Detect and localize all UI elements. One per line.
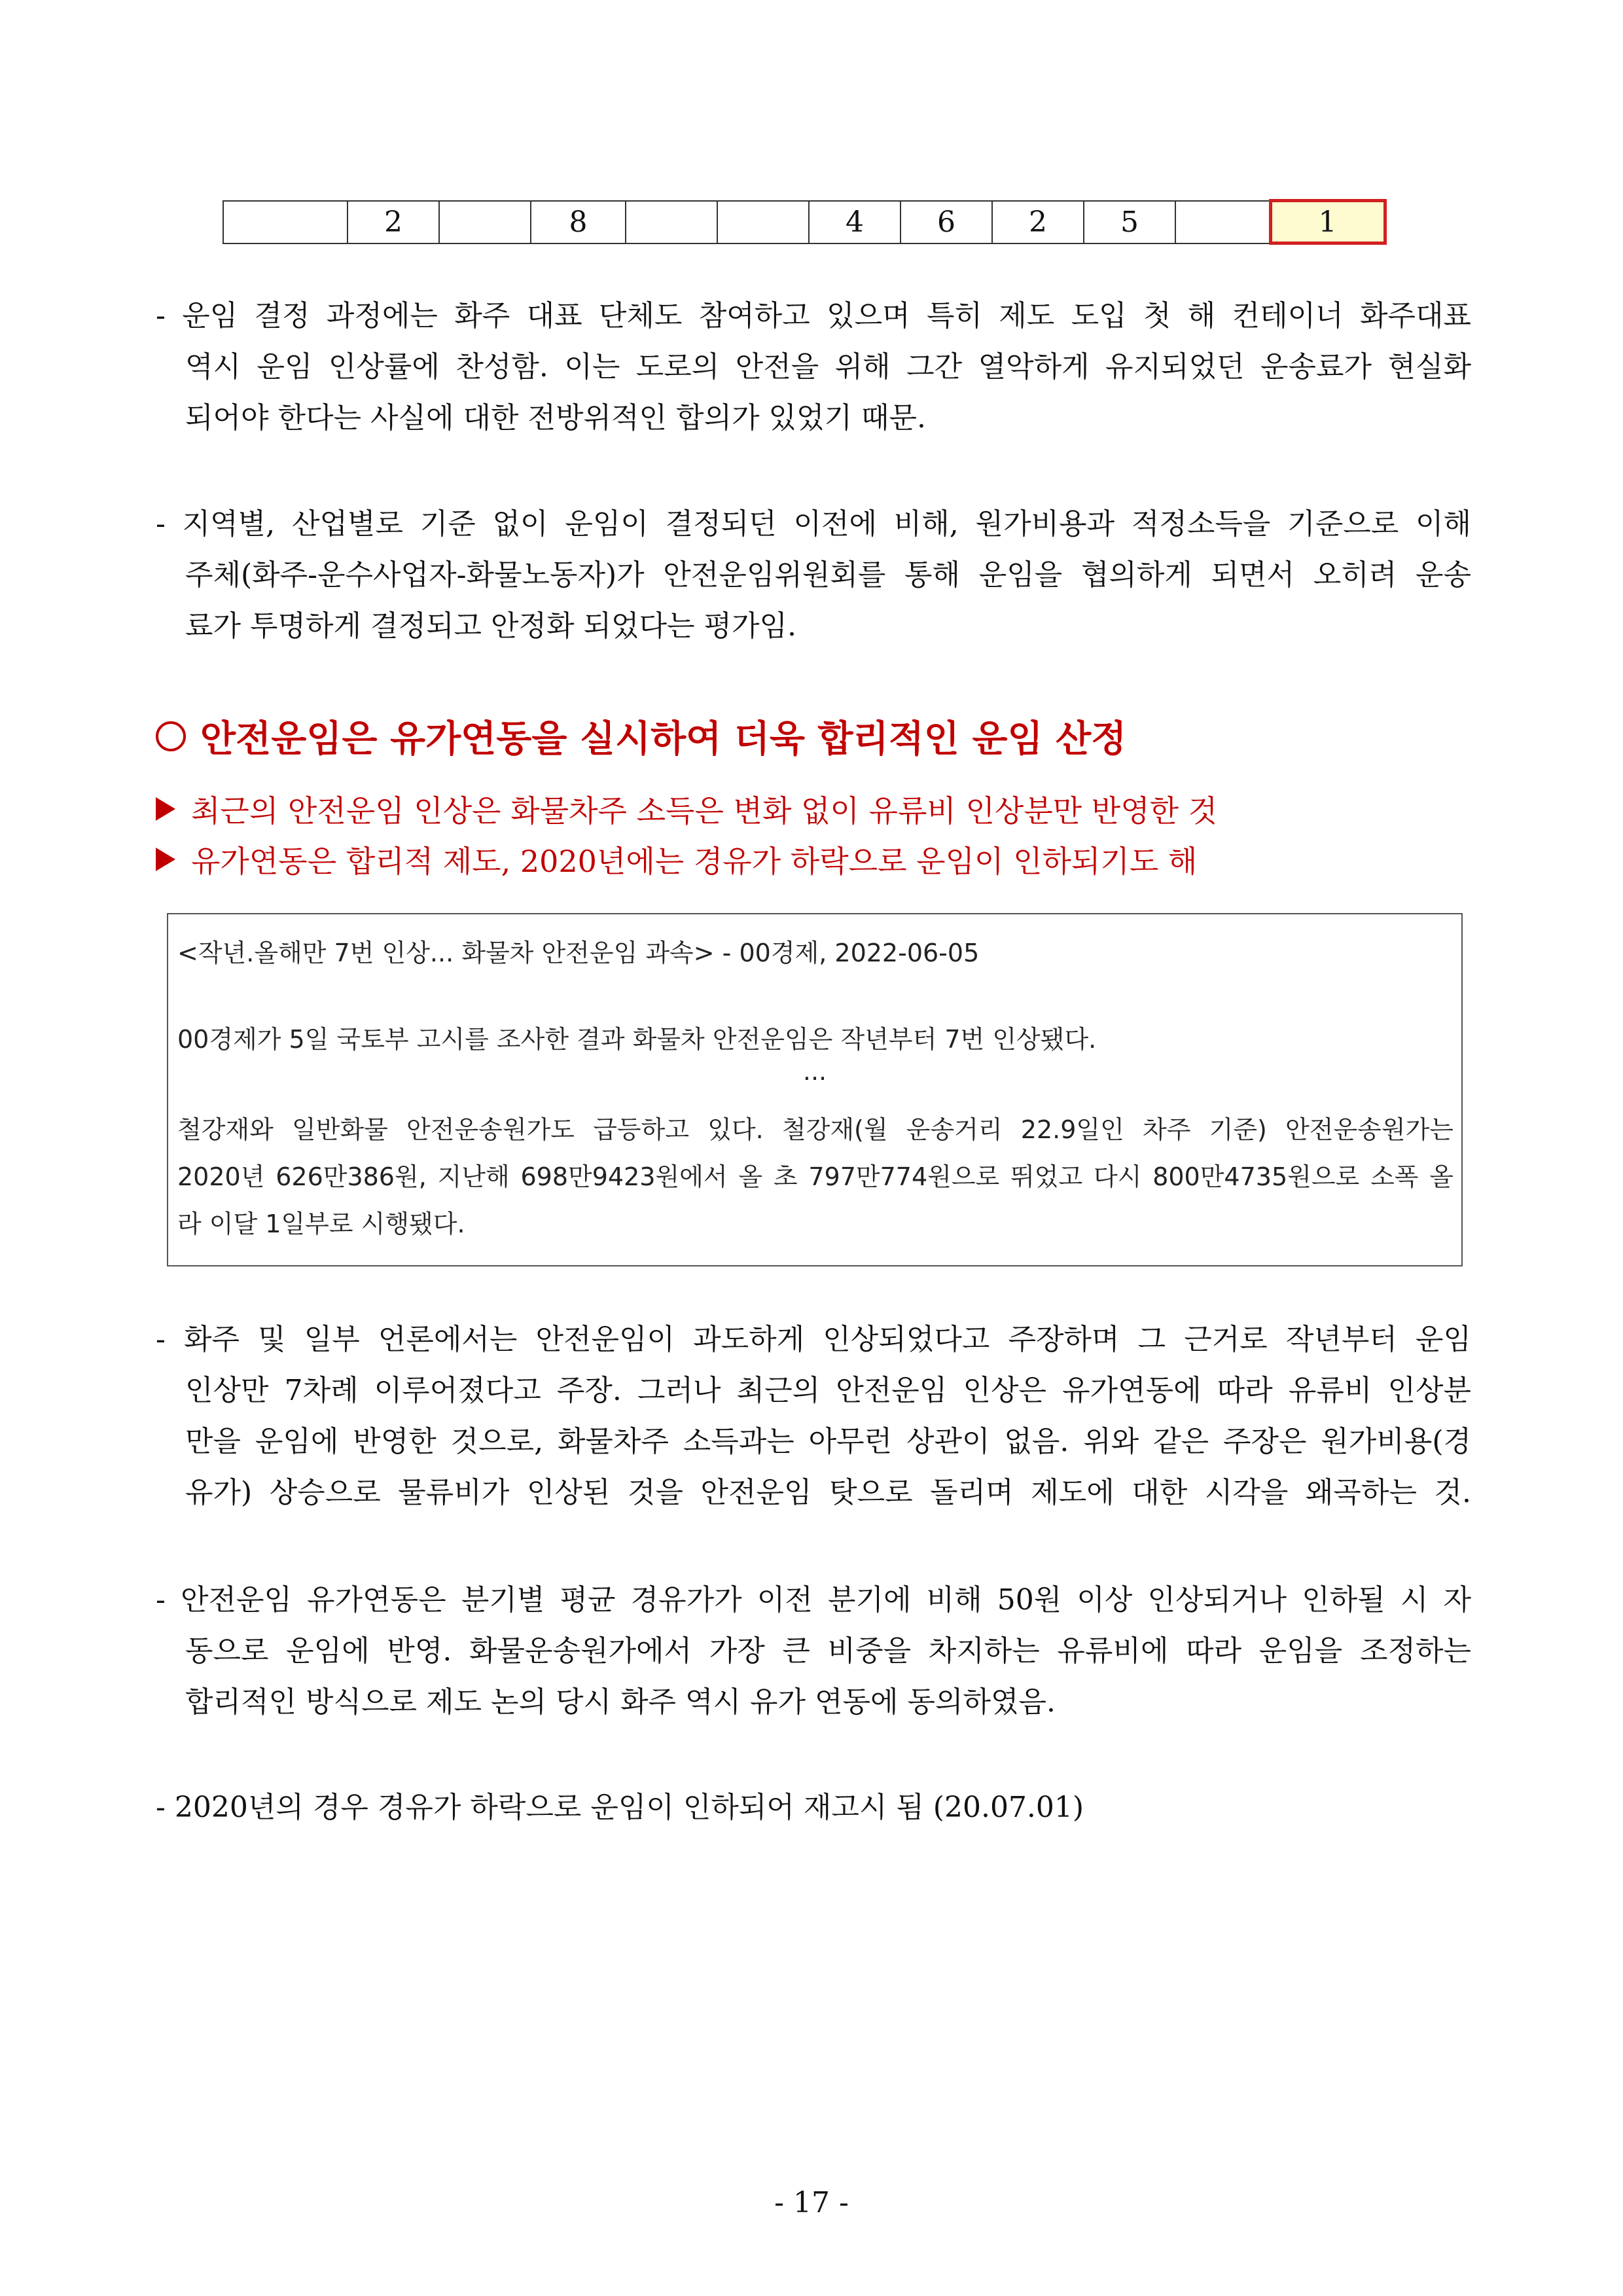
paragraph-line: 주체(화주-운수사업자-화물노동자)가 안전운임위원회를 통해 운임을 협의하게 되면서 오히려 운송	[185, 558, 1471, 592]
paragraph-line: 역시 운임 인상률에 찬성함. 이는 도로의 안전을 위해 그간 열악하게 유지되었던 운송료가 현실화	[185, 350, 1471, 384]
key-point-text: 최근의 안전운임 인상은 화물차주 소득은 변화 없이 유류비 인상분만 반영한 것	[191, 793, 1218, 829]
table-cell: 2	[348, 201, 439, 243]
paragraph-line: - 화주 및 일부 언론에서는 안전운임이 과도하게 인상되었다고 주장하며 그 근거로 작년부터 운임	[156, 1323, 1471, 1356]
quote-title: <작년.올해만 7번 인상... 화물차 안전운임 과속> - 00경제, 2022-06-05	[177, 939, 980, 967]
paragraph-line: 만을 운임에 반영한 것으로, 화물차주 소득과는 아무런 상관이 없음. 위와 같은 주장은 원가비용(경	[185, 1425, 1471, 1458]
table-cell	[626, 201, 717, 243]
quote-line: 라 이달 1일부로 시행됐다.	[177, 1210, 465, 1238]
paragraph-3	[156, 1314, 1471, 1518]
score-table	[223, 199, 1387, 245]
quote-line: 철강재와 일반화물 안전운송원가도 급등하고 있다. 철강재(월 운송거리 22.9일인 차주 기준) 안전운송원가는	[177, 1115, 1454, 1144]
circle-icon	[156, 721, 186, 751]
key-point-2	[156, 838, 1197, 881]
quote-line: 00경제가 5일 국토부 고시를 조사한 결과 화물차 안전운임은 작년부터 7번 인상됐다.	[177, 1025, 1097, 1054]
table-cell-highlighted: 1	[1270, 201, 1385, 243]
table-cell	[717, 201, 809, 243]
paragraph-line: 료가 투명하게 결정되고 안정화 되었다는 평가임.	[185, 609, 796, 643]
paragraph-line: - 지역별, 산업별로 기준 없이 운임이 결정되던 이전에 비해, 원가비용과 적정소득을 기준으로 이해	[156, 507, 1472, 541]
section-heading	[156, 710, 1126, 762]
paragraph-1	[156, 291, 1471, 444]
paragraph-line: 동으로 운임에 반영. 화물운송원가에서 가장 큰 비중을 차지하는 유류비에 따라 운임을 조정하는	[185, 1634, 1471, 1668]
table-row	[223, 201, 1385, 243]
table-cell	[1175, 201, 1270, 243]
paragraph-line: - 안전운임 유가연동은 분기별 평균 경유가가 이전 분기에 비해 50원 이상 인상되거나 인하될 시 자	[156, 1583, 1471, 1617]
quote-ellipsis: ...	[802, 1057, 827, 1086]
paragraph-line: 유가) 상승으로 물류비가 인상된 것을 안전운임 탓으로 돌리며 제도에 대한 시각을 왜곡하는 것.	[185, 1476, 1471, 1509]
key-point-1	[156, 787, 1217, 831]
paragraph-line: 합리적인 방식으로 제도 논의 당시 화주 역시 유가 연동에 동의하였음.	[185, 1685, 1056, 1719]
table-cell	[223, 201, 348, 243]
triangle-bullet-icon	[156, 848, 175, 871]
paragraph-4	[156, 1575, 1471, 1728]
quote-line: 2020년 626만386원, 지난해 698만9423원에서 올 초 797만774원으로 뛰었고 다시 800만4735원으로 소폭 올	[177, 1162, 1454, 1191]
paragraph-line: - 운임 결정 과정에는 화주 대표 단체도 참여하고 있으며 특히 제도 도입 첫 해 컨테이너 화주대표	[156, 299, 1471, 332]
paragraph-line: 인상만 7차례 이루어졌다고 주장. 그러나 최근의 안전운임 인상은 유가연동에 따라 유류비 인상분	[185, 1374, 1471, 1407]
key-point-text: 유가연동은 합리적 제도, 2020년에는 경유가 하락으로 운임이 인하되기도 해	[191, 844, 1198, 879]
paragraph-line: - 2020년의 경우 경유가 하락으로 운임이 인하되어 재고시 됨 (20.07.01)	[156, 1791, 1084, 1824]
table-cell: 2	[992, 201, 1084, 243]
table-cell: 8	[531, 201, 626, 243]
table-cell: 5	[1084, 201, 1175, 243]
page-number: - 17 -	[774, 2186, 849, 2219]
table-cell	[439, 201, 531, 243]
paragraph-line: 되어야 한다는 사실에 대한 전방위적인 합의가 있었기 때문.	[185, 401, 926, 435]
paragraph-5	[156, 1782, 1471, 1833]
table-cell: 6	[901, 201, 992, 243]
news-quote-box	[167, 913, 1463, 1266]
table-cell: 4	[809, 201, 901, 243]
section-heading-text: 안전운임은 유가연동을 실시하여 더욱 합리적인 운임 산정	[200, 718, 1127, 761]
paragraph-2	[156, 499, 1471, 652]
triangle-bullet-icon	[156, 797, 175, 821]
